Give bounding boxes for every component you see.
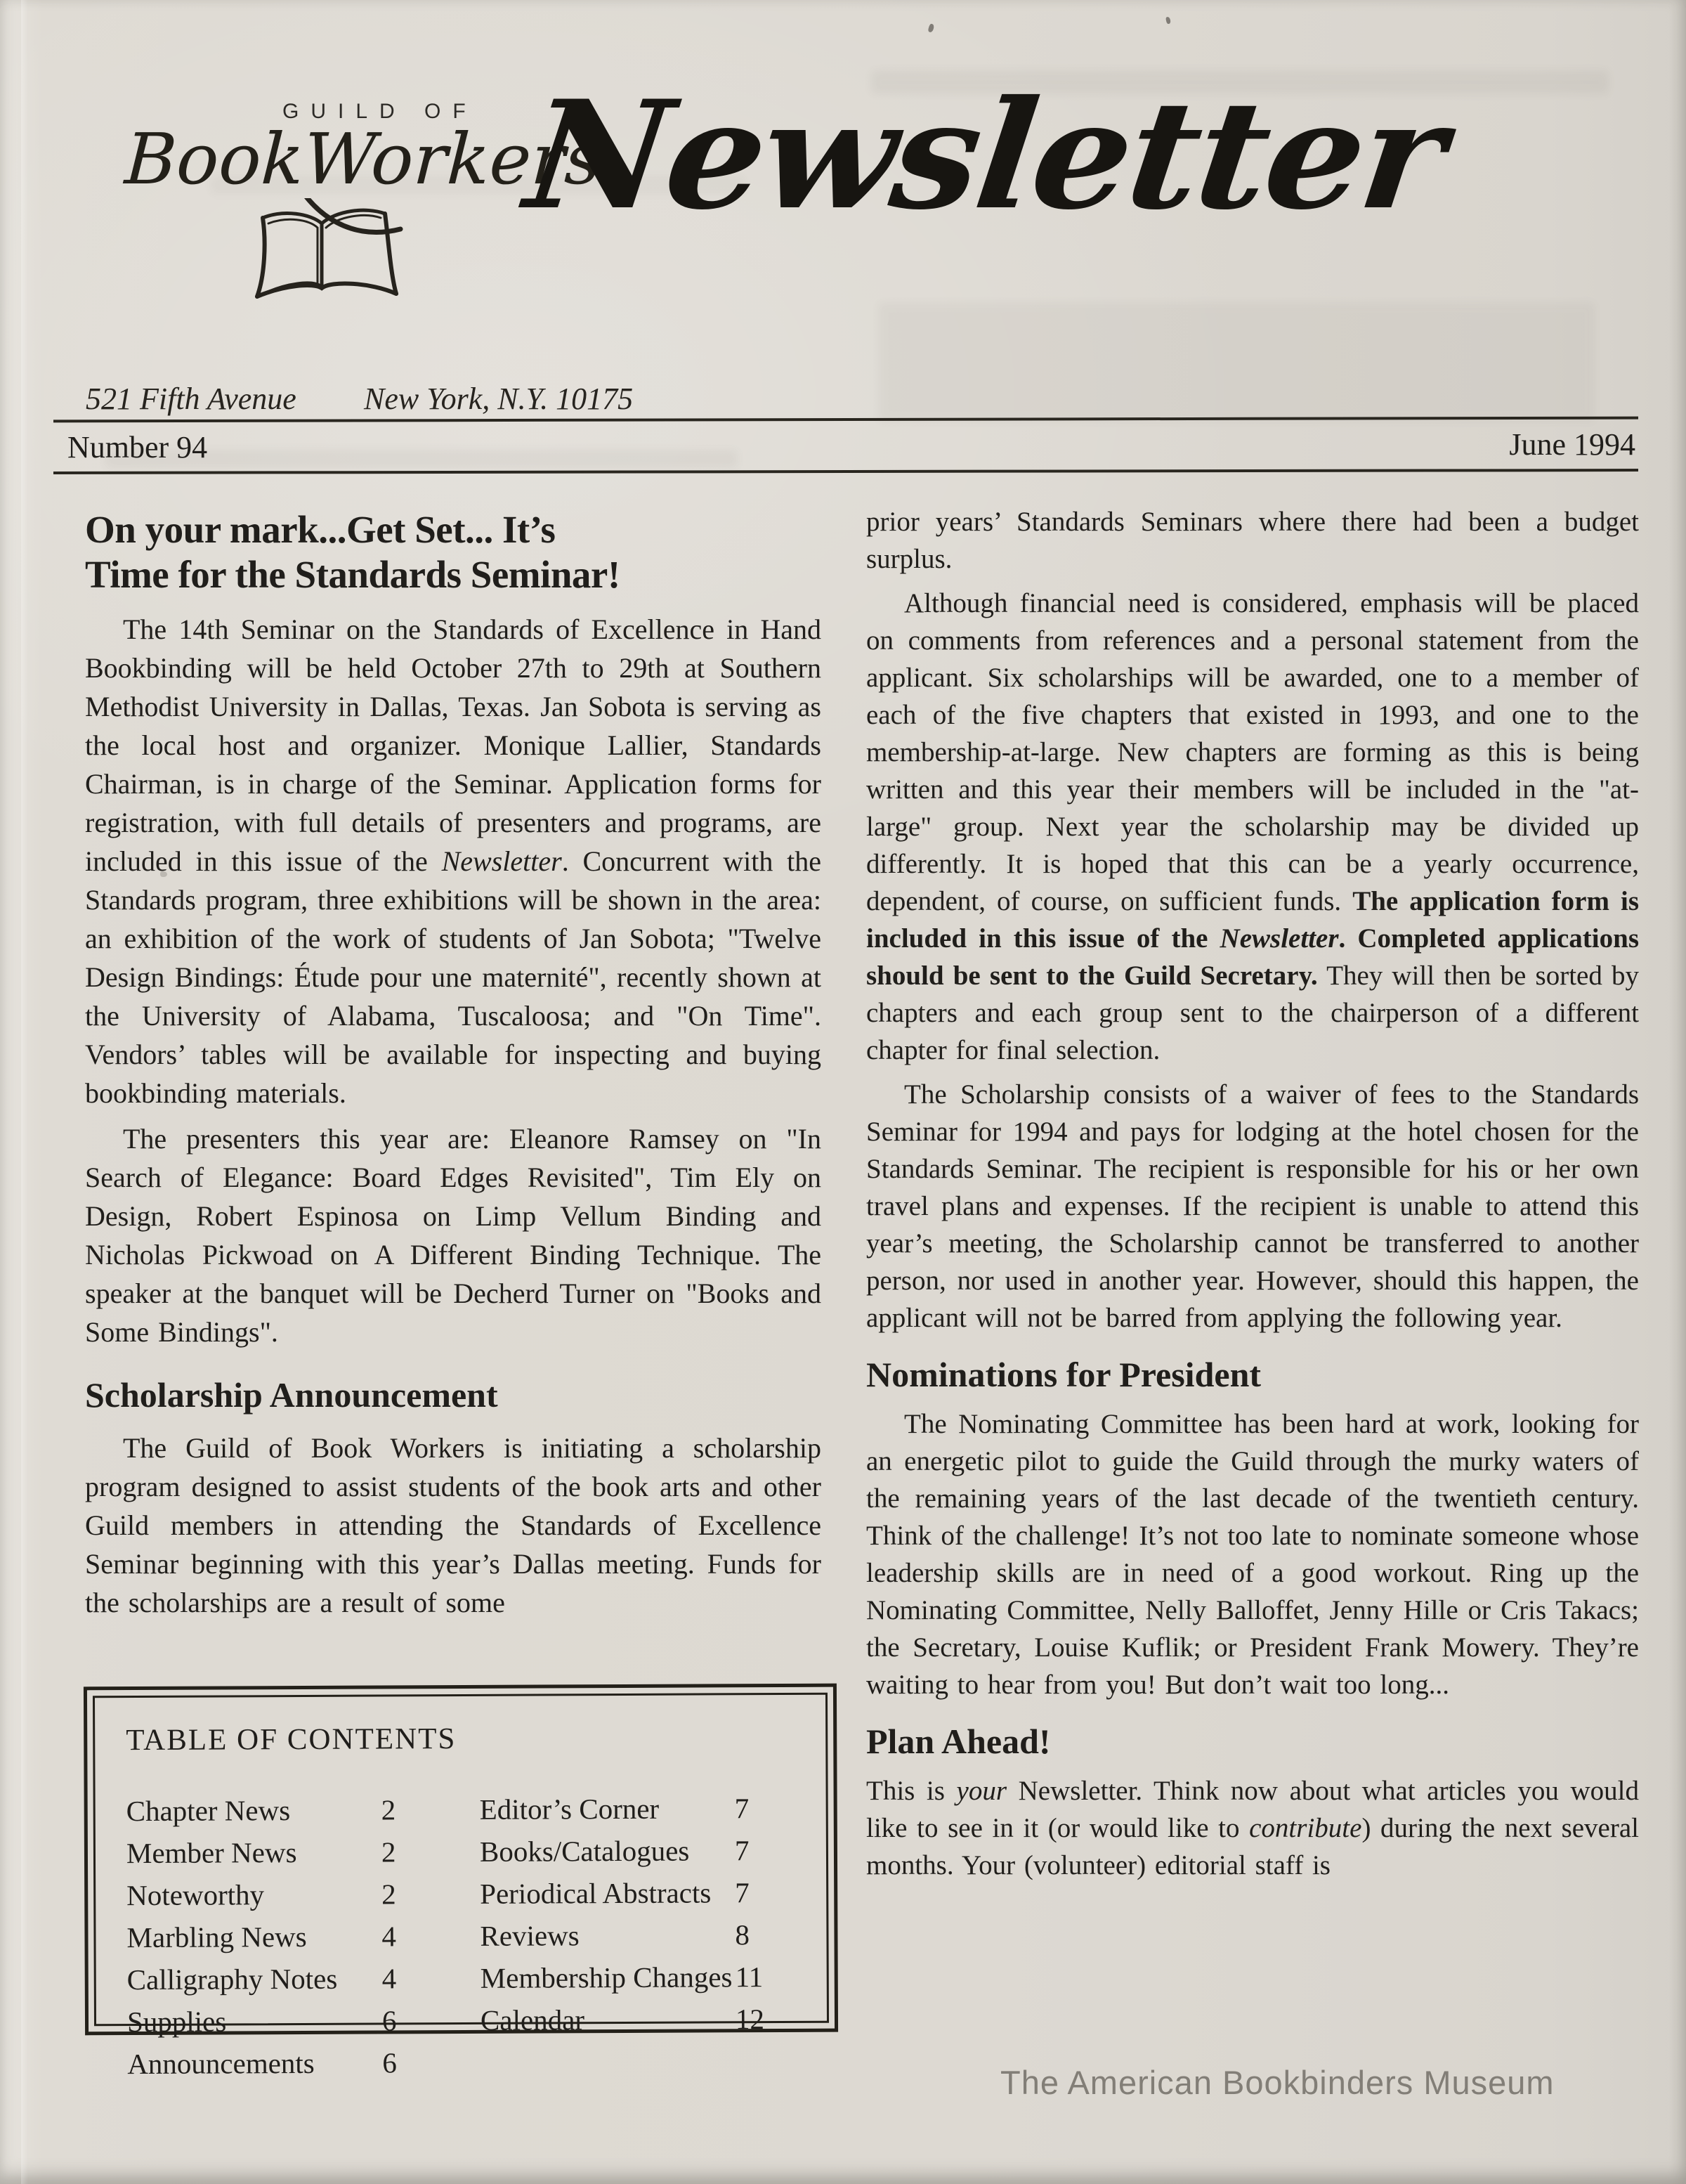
address-street: 521 Fifth Avenue bbox=[86, 382, 296, 416]
toc-row bbox=[127, 1957, 443, 2001]
toc-entry-label: Calendar bbox=[480, 2003, 585, 2036]
toc-row bbox=[480, 1871, 795, 1915]
table-of-contents-box bbox=[84, 1684, 838, 2081]
toc-entry-page: 8 bbox=[735, 1918, 750, 1951]
toc-entry-label: Noteworthy bbox=[126, 1878, 265, 1912]
nominations-article-title: Nominations for President bbox=[866, 1355, 1262, 1394]
toc-left-column bbox=[126, 1788, 443, 2085]
address-city: New York, N.Y. 10175 bbox=[364, 382, 634, 416]
toc-entry-label: Membership Changes bbox=[480, 1961, 733, 1994]
continuation-paragraph: prior years’ Standards Seminars where there had been a budget surplus. bbox=[866, 507, 1639, 574]
toc-entry-page: 12 bbox=[735, 2003, 765, 2036]
top-rule bbox=[53, 417, 1638, 423]
plan-ahead-article-title: Plan Ahead! bbox=[866, 1722, 1051, 1761]
toc-entry-label: Books/Catalogues bbox=[479, 1834, 690, 1868]
standards-paragraph-2: The presenters this year are: Eleanore Ramsey on "In Search of Elegance: Board Edges Revisited", Tim Ely on Design, Robert Espinosa on Limp Vellum Binding and Nicholas Pickwoad on A Different Binding Technique. The speaker at the banquet will be Decherd Turner on "Books and Some Bindings". bbox=[85, 1123, 821, 1348]
guild-of-text: GUILD OF bbox=[282, 100, 478, 123]
nominations-paragraph: The Nominating Committee has been hard at work, looking for an energetic pilot to guide the Guild through the murky waters of the remaining years of the last decade of the twentieth century. Think of the challenge! It’s not too late to nominate someone whose leadership skills are in need of a good workout. Ring up the Nominating Committee, Nelly Balloffet, Jenny Hille or Cris Takacs; the Secretary, Louise Kuflik; or President Frank Mowery. They’re waiting to hear from you! But don’t wait too long... bbox=[866, 1409, 1639, 1700]
standards-title-line1: On your mark...Get Set... It’s bbox=[85, 508, 556, 551]
toc-row bbox=[126, 1915, 442, 1958]
toc-row bbox=[481, 1956, 796, 1999]
toc-entry-page: 2 bbox=[381, 1835, 396, 1868]
toc-entry-page: 2 bbox=[381, 1878, 396, 1911]
toc-entry-page: 6 bbox=[381, 2004, 397, 2037]
paper-speck bbox=[927, 23, 934, 33]
toc-entry-label: Marbling News bbox=[126, 1920, 307, 1954]
toc-row bbox=[126, 1873, 442, 1916]
toc-entry-page: 4 bbox=[381, 1920, 397, 1953]
paper-crease bbox=[21, 0, 28, 2184]
table-of-contents-inner bbox=[93, 1693, 829, 2081]
toc-right-column bbox=[480, 1787, 797, 2084]
toc-entry-label: Reviews bbox=[480, 1919, 580, 1952]
toc-entry-label: Member News bbox=[126, 1836, 297, 1870]
scholarship-detail-paragraph-2: The Scholarship consists of a waiver of fees to the Standards Seminar for 1994 and pays for lodging at the hotel chosen for the Standards Seminar. The recipient is responsible for his or her own travel plans and expenses. If the recipient is unable to attend this year’s meeting, the Scholarship cannot be transferred to another person, nor used in another year. However, should this happen, the applicant will not be barred from applying the following year. bbox=[866, 1079, 1639, 1333]
standards-paragraph-1: The 14th Seminar on the Standards of Excellence in Hand Bookbinding will be held October 27th to 29th at Southern Methodist University in Dallas, Texas. Jan Sobota is serving as the local host and organizer. Monique Lallier, Standards Chairman, is in charge of the Seminar. Application forms for registration, with full details of presenters and programs, are included in this issue of the Newsletter. Concurrent with the Standards program, three exhibitions will be shown in the area: an exhibition of the work of students of Jan Sobota; "Twelve Design Bindings: Étude pour une maternité", recently shown at the University of Alabama, Tuscaloosa; and "On Time". Vendors’ tables will be available for inspecting and buying bookbinding materials. bbox=[85, 613, 822, 1109]
scholarship-article-title: Scholarship Announcement bbox=[85, 1375, 498, 1415]
scholarship-paragraph: The Guild of Book Workers is initiating a scholarship program designed to assist students of the book arts and other Guild members in attending the Standards of Excellence Seminar beginning with this year’s Dallas meeting. Funds for the scholarships are a result of some bbox=[85, 1432, 821, 1618]
toc-entry-label: Supplies bbox=[126, 2005, 227, 2039]
toc-entry-label: Chapter News bbox=[126, 1794, 291, 1828]
toc-entry-page: 7 bbox=[734, 1792, 750, 1825]
bookworkers-script: BookWorkers bbox=[122, 118, 603, 200]
toc-row bbox=[480, 1787, 795, 1831]
standards-article-title bbox=[85, 507, 821, 597]
standards-title-line2: Time for the Standards Seminar! bbox=[85, 553, 620, 596]
toc-entry-page: 6 bbox=[382, 2046, 397, 2079]
right-column bbox=[866, 503, 1639, 1891]
toc-entry-page: 7 bbox=[734, 1834, 750, 1867]
issue-date: June 1994 bbox=[1509, 427, 1635, 462]
toc-row bbox=[126, 1788, 442, 1832]
toc-entry-page: 4 bbox=[381, 1962, 397, 1995]
bleedthrough-smudge bbox=[878, 302, 1595, 422]
toc-entry-label: Calligraphy Notes bbox=[126, 1962, 338, 1996]
toc-entry-page: 2 bbox=[381, 1793, 396, 1826]
newsletter-masthead-title: Newsletter bbox=[518, 67, 1452, 242]
issue-number: Number 94 bbox=[67, 430, 208, 464]
toc-row bbox=[480, 1829, 795, 1873]
bottom-rule bbox=[53, 469, 1638, 474]
paper-speck bbox=[1165, 16, 1171, 24]
toc-entry-label: Periodical Abstracts bbox=[480, 1876, 712, 1910]
toc-row bbox=[481, 1998, 796, 2041]
toc-title: TABLE OF CONTENTS bbox=[126, 1722, 457, 1757]
toc-entry-page: 7 bbox=[735, 1876, 750, 1909]
toc-row bbox=[127, 1999, 443, 2043]
plan-ahead-paragraph: This is your Newsletter. Think now about what articles you would like to see in it (or would like to contribute) during the next several months. Your (volunteer) editorial staff is bbox=[866, 1776, 1640, 1880]
toc-entry-page: 11 bbox=[735, 1961, 764, 1994]
open-book-logo-icon bbox=[247, 198, 409, 321]
toc-entry-label: Announcements bbox=[127, 2046, 315, 2081]
left-column bbox=[85, 507, 821, 1629]
scholarship-detail-paragraph-1: Although financial need is considered, emphasis will be placed on comments from references and a personal statement from the applicant. Six scholarships will be awarded, one to a member of each of the five chapters that existed in 1993, and one to the membership-at-large. New chapters are forming as this is being written and this year their members will be included in the "at-large" group. Next year the scholarship may be divided up differently. It is hoped that this can be a yearly occurrence, dependent, of course, on sufficient funds. The application form is included in this issue of the Newsletter. Completed applications should be sent to the Guild Secretary. They will then be sorted by chapters and each group sent to the chairperson of a different chapter for final selection. bbox=[866, 588, 1639, 1065]
footer-watermark: The American Bookbinders Museum bbox=[1000, 2064, 1555, 2101]
toc-row bbox=[480, 1913, 795, 1957]
toc-row bbox=[126, 1831, 442, 1874]
toc-row bbox=[127, 2041, 443, 2085]
toc-entry-label: Editor’s Corner bbox=[479, 1792, 660, 1826]
